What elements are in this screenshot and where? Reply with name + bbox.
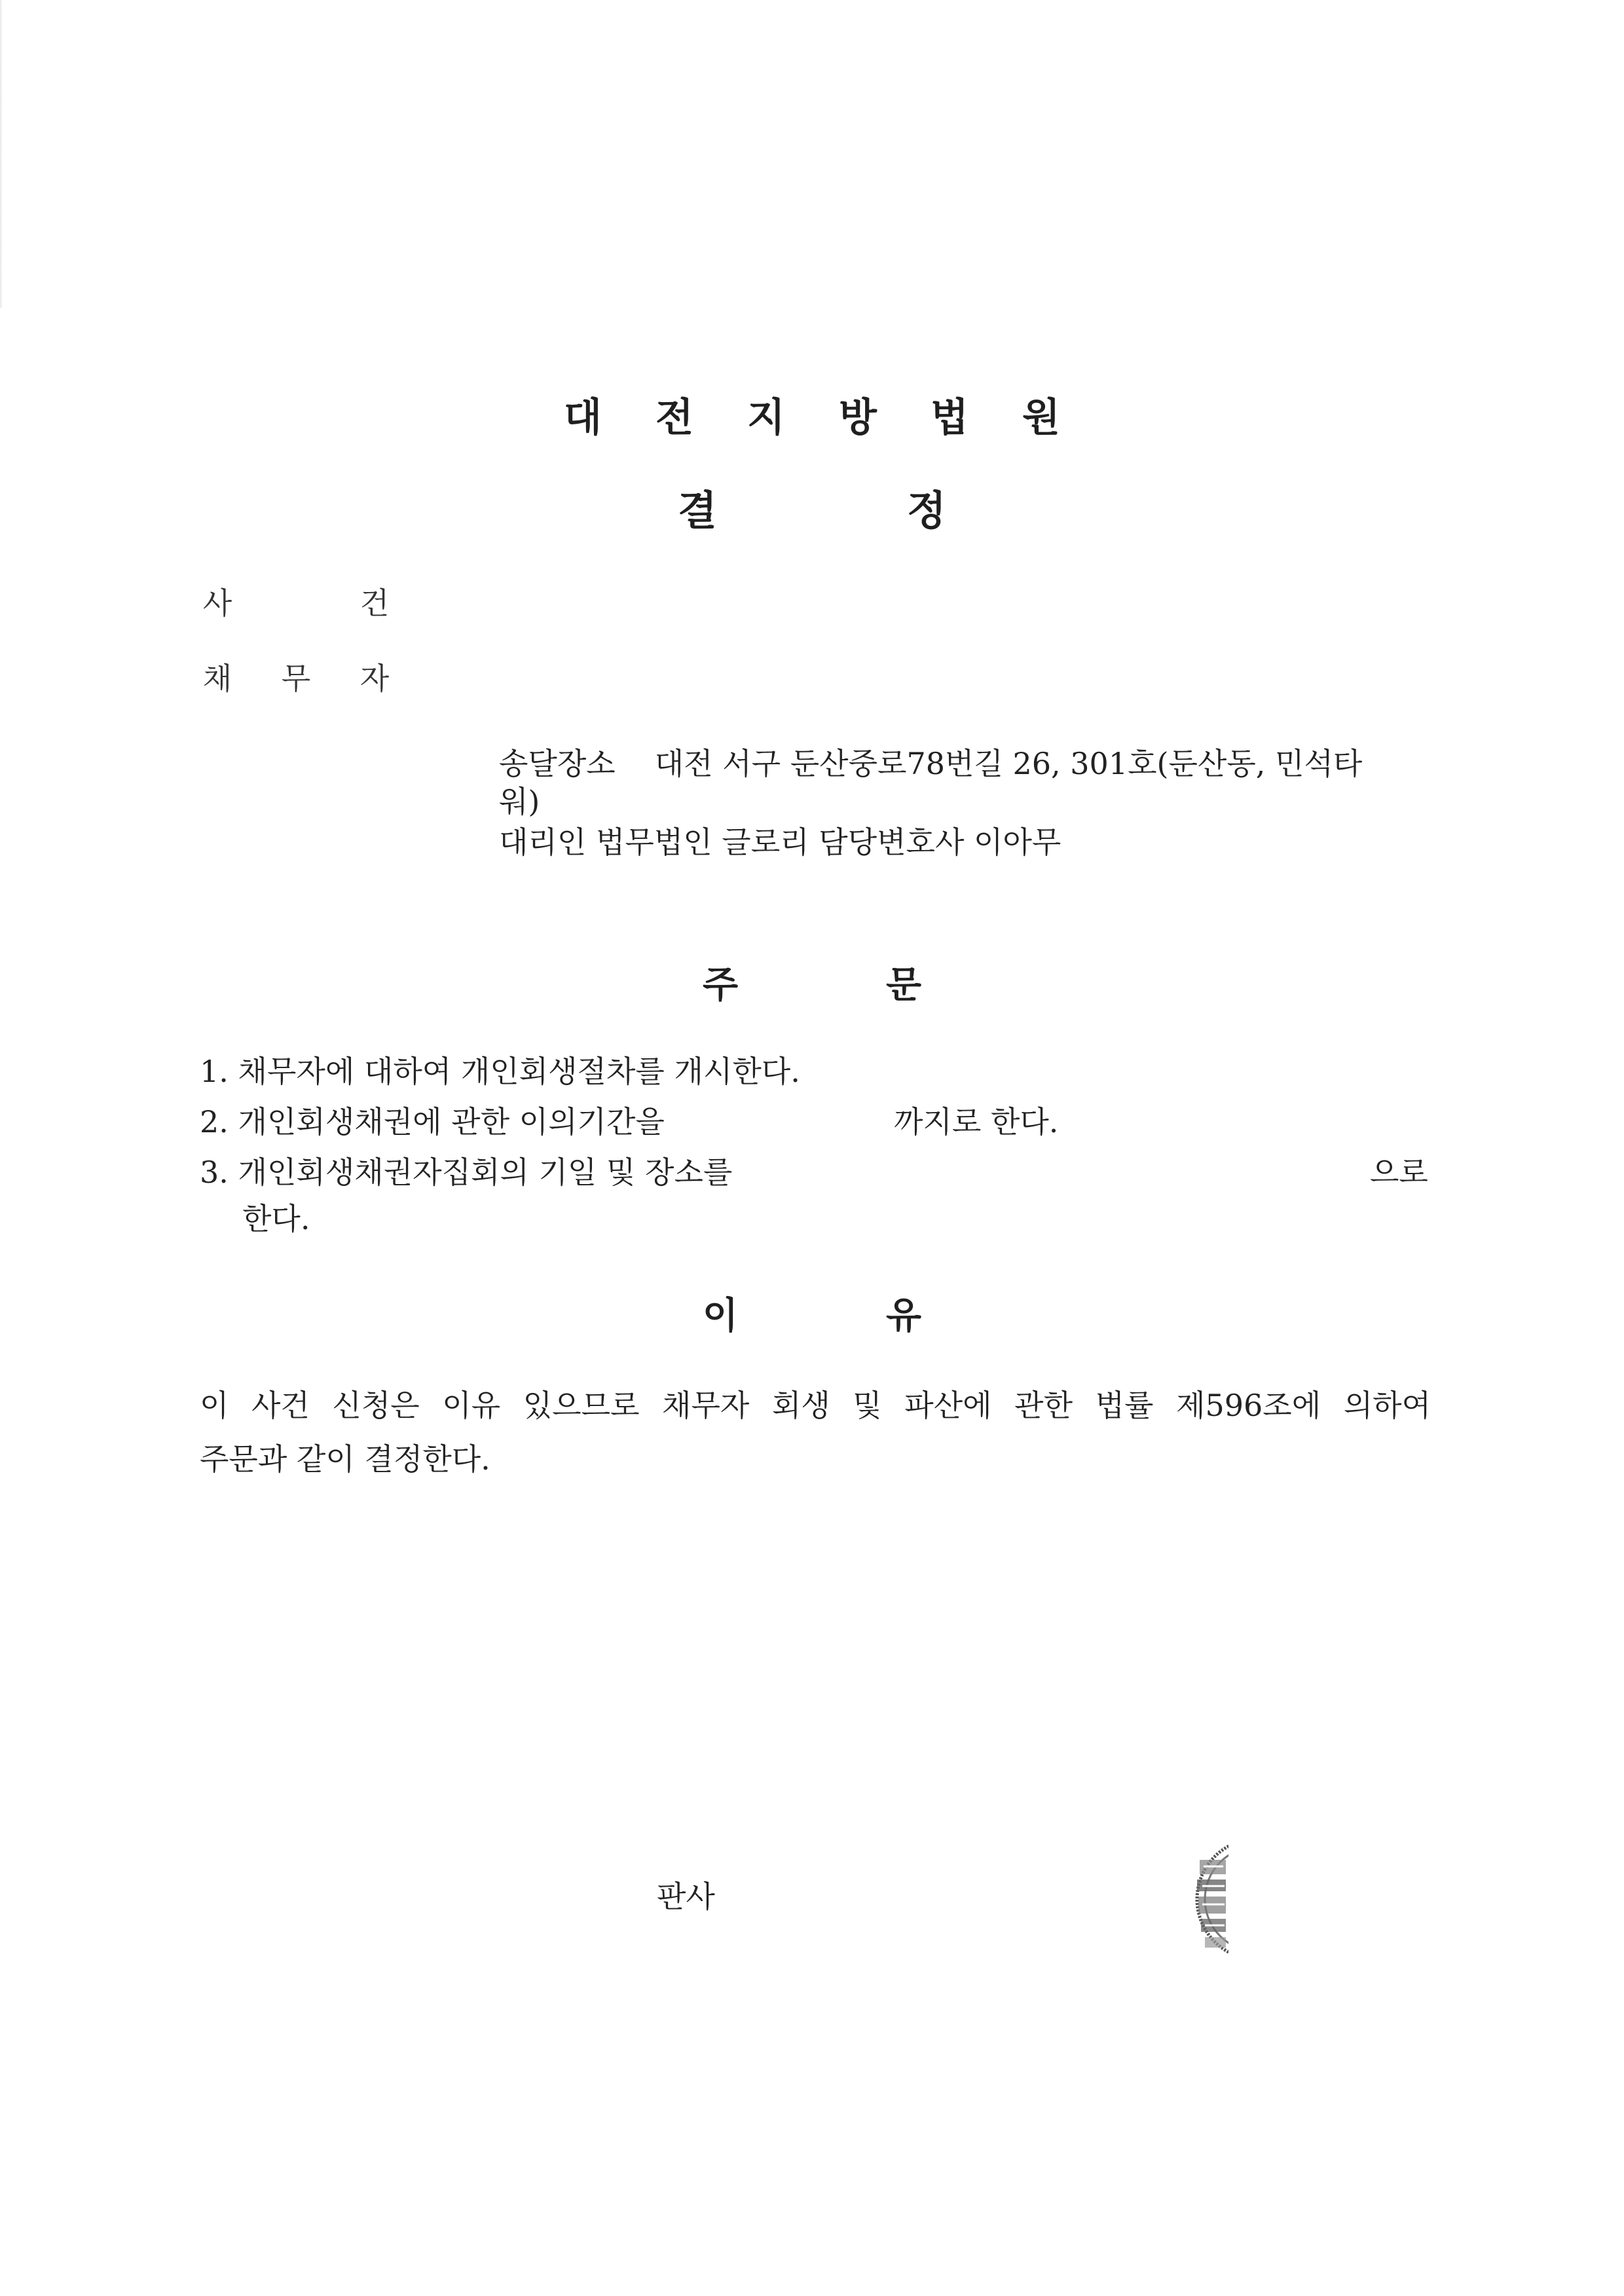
debtor-label-char: 무: [281, 661, 311, 696]
service-address-line2: 워): [499, 784, 540, 819]
order-item-3-part2: 으로: [1370, 1155, 1428, 1190]
order-heading: [0, 956, 1624, 1009]
reason-heading-char: 유: [885, 1295, 922, 1337]
scan-edge: [0, 0, 3, 308]
judge-label: 판사: [657, 1879, 715, 1914]
case-label-char: 건: [360, 585, 390, 621]
order-heading-char: 주: [702, 964, 739, 1007]
debtor-label-char: 자: [360, 661, 390, 696]
debtor-label-char: 채: [202, 661, 232, 696]
court-name-char: 법: [931, 395, 969, 441]
reason-heading-char: 이: [702, 1295, 739, 1337]
court-name-char: 전: [655, 395, 693, 441]
court-name-char: 지: [747, 395, 785, 441]
document-title-char: 정: [907, 487, 946, 534]
court-name: [0, 386, 1624, 443]
order-item-2-part1: 2. 개인회생채권에 관한 이의기간을: [200, 1104, 665, 1139]
order-item-3-part1: 3. 개인회생채권자집회의 기일 및 장소를: [200, 1155, 733, 1190]
reason-heading: [0, 1287, 1624, 1339]
service-address-line1: [499, 740, 1362, 783]
document-title-char: 결: [678, 487, 717, 534]
reason-line1: 이 사건 신청은 이유 있으므로 채무자 회생 및 파산에 관한 법률 제596조에 의하여: [200, 1388, 1431, 1423]
court-name-char: 대: [564, 395, 602, 441]
case-label-char: 사: [202, 585, 232, 621]
order-item-3-line2: 한다.: [242, 1201, 310, 1236]
agent-line: 대리인 법무법인 글로리 담당변호사 이아무: [499, 824, 1061, 860]
document-title: [0, 478, 1624, 536]
order-item-2-part2: 까지로 한다.: [894, 1104, 1059, 1139]
case-label: [200, 580, 392, 623]
order-item-1: 1. 채무자에 대하여 개인회생절차를 개시한다.: [200, 1054, 800, 1089]
debtor-label: [200, 655, 392, 698]
service-address-value: 대전 서구 둔산중로78번길 26, 301호(둔산동, 민석타: [654, 746, 1363, 781]
reason-line2: 주문과 같이 결정한다.: [200, 1441, 490, 1477]
court-name-char: 원: [1022, 395, 1060, 441]
court-name-char: 방: [839, 395, 877, 441]
service-address-label: 송달장소: [499, 746, 616, 781]
order-heading-char: 문: [885, 964, 922, 1007]
court-seal-stamp: [1185, 1834, 1270, 1971]
